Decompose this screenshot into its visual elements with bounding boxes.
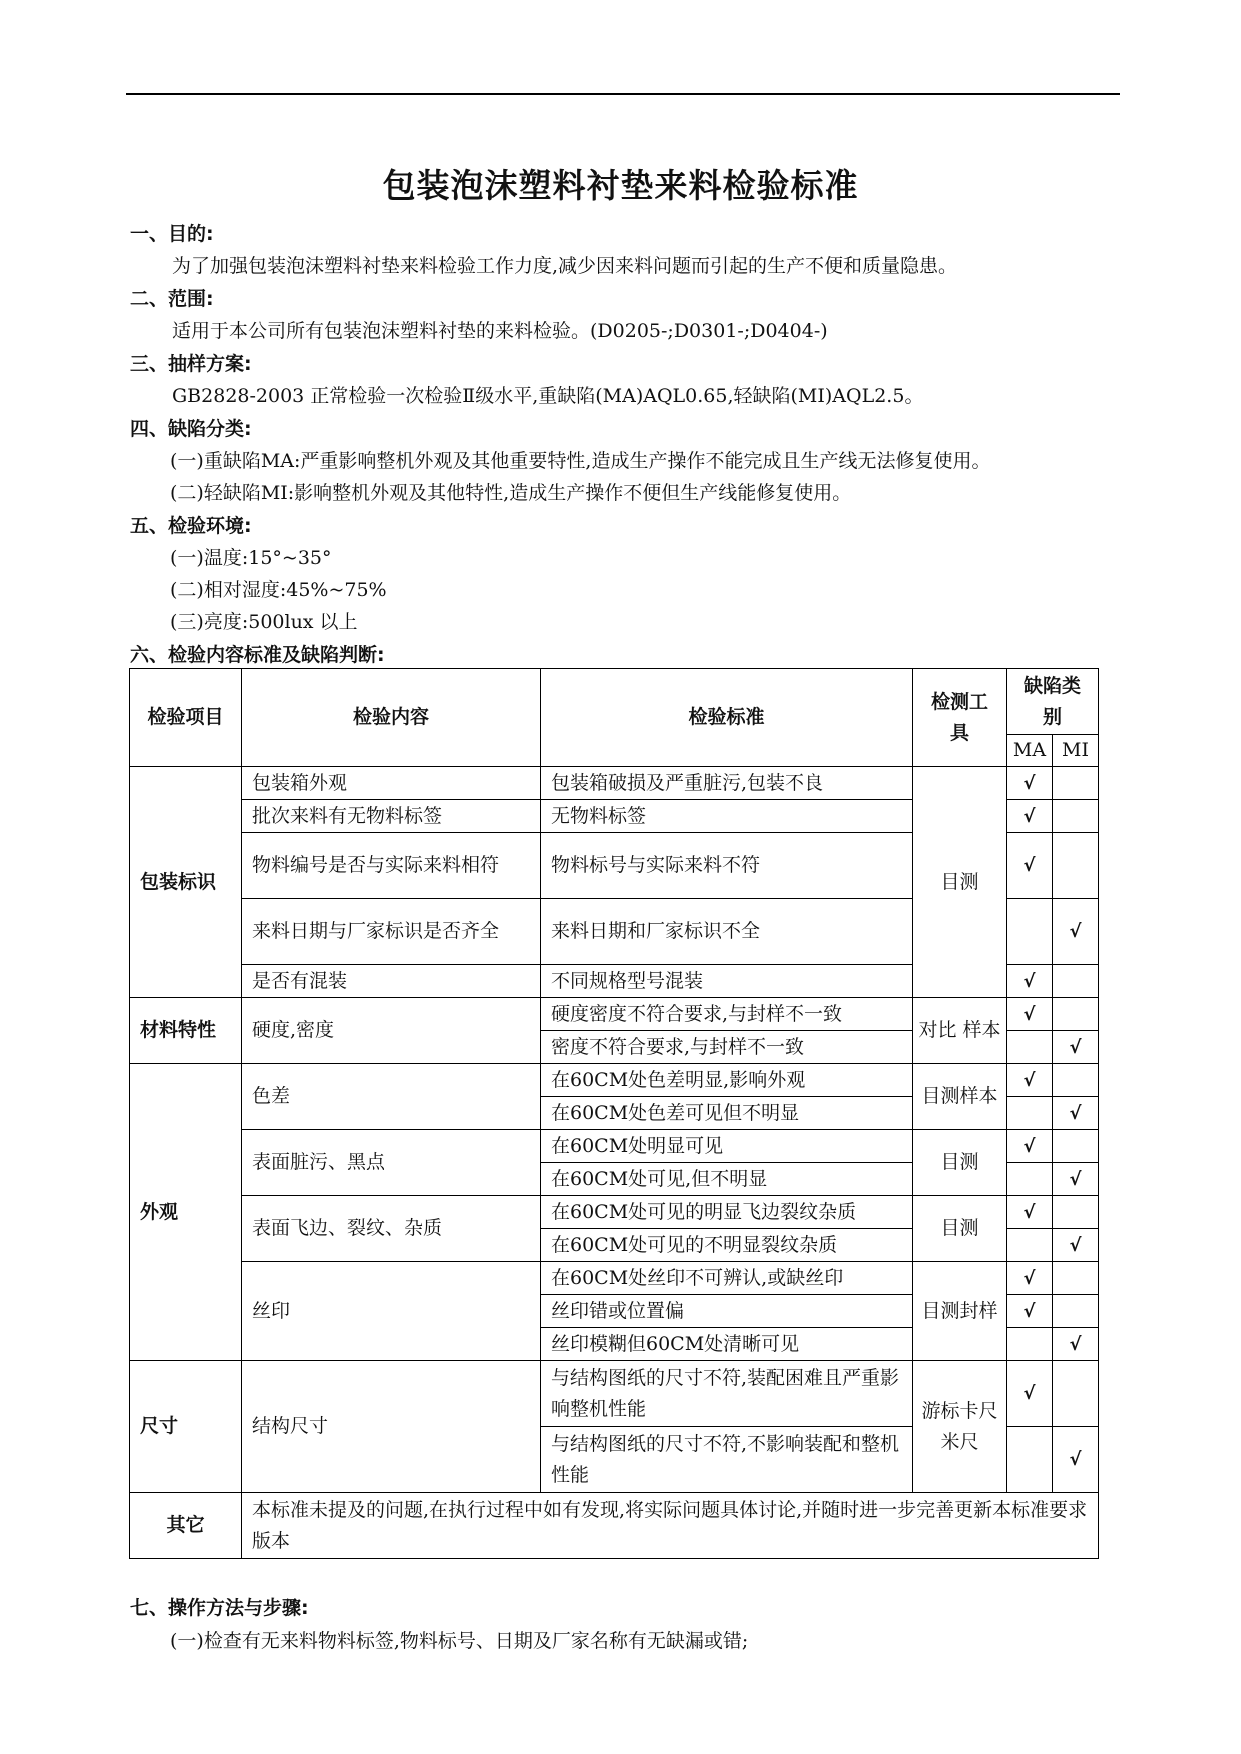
row-tool: 目测 xyxy=(913,1196,1007,1262)
mi-cell xyxy=(1053,1229,1099,1262)
row-content: 来料日期与厂家标识是否齐全 xyxy=(242,899,541,965)
ma-cell xyxy=(1007,1064,1053,1097)
section-5-item-3: (三)亮度:500lux 以上 xyxy=(170,611,358,633)
check-mark: √ xyxy=(1023,855,1036,876)
row-standard: 与结构图纸的尺寸不符,不影响装配和整机性能 xyxy=(541,1427,913,1493)
row-standard: 来料日期和厂家标识不全 xyxy=(541,899,913,965)
check-mark: √ xyxy=(1023,805,1036,827)
check-mark: √ xyxy=(1069,1168,1082,1190)
row-standard: 在60CM处丝印不可辨认,或缺丝印 xyxy=(541,1262,913,1295)
header-ma: MA xyxy=(1007,735,1053,767)
mi-cell xyxy=(1053,899,1099,965)
check-mark: √ xyxy=(1023,1069,1036,1091)
row-content: 批次来料有无物料标签 xyxy=(242,800,541,833)
mi-cell xyxy=(1053,1295,1099,1328)
check-mark: √ xyxy=(1023,970,1036,992)
ma-cell xyxy=(1007,1097,1053,1130)
mi-cell xyxy=(1053,1130,1099,1163)
header-mi: MI xyxy=(1053,735,1099,767)
ma-cell xyxy=(1007,1196,1053,1229)
section-3-heading: 三、抽样方案: xyxy=(130,353,252,375)
table-row xyxy=(130,1196,1099,1229)
ma-cell xyxy=(1007,800,1053,833)
row-standard: 硬度密度不符合要求,与封样不一致 xyxy=(541,998,913,1031)
ma-cell xyxy=(1007,965,1053,998)
row-tool xyxy=(913,1361,1007,1493)
header-tool: 检测工具 xyxy=(913,669,1007,767)
row-tool: 目测 xyxy=(913,1130,1007,1196)
check-mark: √ xyxy=(1023,1135,1036,1157)
table-row xyxy=(130,1493,1099,1559)
row-content: 结构尺寸 xyxy=(242,1361,541,1493)
category-other: 其它 xyxy=(130,1493,242,1559)
row-standard: 在60CM处可见的不明显裂纹杂质 xyxy=(541,1229,913,1262)
mi-cell xyxy=(1053,998,1099,1031)
row-content: 硬度,密度 xyxy=(242,998,541,1064)
category-dimension: 尺寸 xyxy=(130,1361,242,1493)
ma-cell xyxy=(1007,1031,1053,1064)
ma-cell xyxy=(1007,1130,1053,1163)
section-7-heading: 七、操作方法与步骤: xyxy=(130,1597,309,1619)
table-row xyxy=(130,1130,1099,1163)
check-mark: √ xyxy=(1023,1300,1036,1322)
ma-cell xyxy=(1007,1427,1053,1493)
row-standard: 物料标号与实际来料不符 xyxy=(541,833,913,899)
table-row xyxy=(130,998,1099,1031)
row-tool: 目测样本 xyxy=(913,1064,1007,1130)
other-note: 本标准未提及的问题,在执行过程中如有发现,将实际问题具体讨论,并随时进一步完善更新本标准要求版本 xyxy=(242,1493,1099,1559)
check-mark: √ xyxy=(1023,772,1036,794)
row-content: 包装箱外观 xyxy=(242,767,541,800)
table-row xyxy=(130,1262,1099,1295)
tool-caliper: 游标卡尺 xyxy=(921,1399,998,1422)
mi-cell xyxy=(1053,1427,1099,1493)
row-content: 丝印 xyxy=(242,1262,541,1361)
row-standard: 丝印错或位置偏 xyxy=(541,1295,913,1328)
check-mark: √ xyxy=(1069,1333,1082,1355)
header-item: 检验项目 xyxy=(130,669,242,767)
section-1-text: 为了加强包装泡沫塑料衬垫来料检验工作力度,减少因来料问题而引起的生产不便和质量隐患。 xyxy=(172,255,958,277)
row-standard: 不同规格型号混装 xyxy=(541,965,913,998)
check-mark: √ xyxy=(1069,921,1082,942)
ma-cell xyxy=(1007,1361,1053,1427)
check-mark: √ xyxy=(1069,1234,1082,1256)
section-1-heading: 一、目的: xyxy=(130,223,214,245)
header-defect-category: 缺陷类别 xyxy=(1007,669,1099,735)
mi-cell xyxy=(1053,1328,1099,1361)
row-standard: 包装箱破损及严重脏污,包装不良 xyxy=(541,767,913,800)
category-packaging-label: 包装标识 xyxy=(130,767,242,998)
category-material: 材料特性 xyxy=(130,998,242,1064)
category-appearance: 外观 xyxy=(130,1064,242,1361)
row-standard: 密度不符合要求,与封样不一致 xyxy=(541,1031,913,1064)
section-5-heading: 五、检验环境: xyxy=(130,515,252,537)
row-standard: 在60CM处可见,但不明显 xyxy=(541,1163,913,1196)
section-4-item-1: (一)重缺陷MA:严重影响整机外观及其他重要特性,造成生产操作不能完成且生产线无法修复使用。 xyxy=(170,450,991,472)
header-standard: 检验标准 xyxy=(541,669,913,767)
section-7-item-1: (一)检查有无来料物料标签,物料标号、日期及厂家名称有无缺漏或错; xyxy=(170,1630,749,1652)
row-content: 物料编号是否与实际来料相符 xyxy=(242,833,541,899)
mi-cell xyxy=(1053,1031,1099,1064)
mi-cell xyxy=(1053,1064,1099,1097)
row-standard: 在60CM处色差可见但不明显 xyxy=(541,1097,913,1130)
document-title: 包装泡沫塑料衬垫来料检验标准 xyxy=(382,166,859,205)
section-4-heading: 四、缺陷分类: xyxy=(130,418,252,440)
ma-cell xyxy=(1007,1328,1053,1361)
check-mark: √ xyxy=(1069,1449,1082,1470)
mi-cell xyxy=(1053,965,1099,998)
row-content: 表面脏污、黑点 xyxy=(242,1130,541,1196)
check-mark: √ xyxy=(1069,1036,1082,1058)
section-3-text: GB2828-2003 正常检验一次检验Ⅱ级水平,重缺陷(MA)AQL0.65,轻缺陷(MI)AQL2.5。 xyxy=(172,385,924,407)
check-mark: √ xyxy=(1023,1003,1036,1025)
row-standard: 与结构图纸的尺寸不符,装配困难且严重影响整机性能 xyxy=(541,1361,913,1427)
ma-cell xyxy=(1007,1262,1053,1295)
ma-cell xyxy=(1007,899,1053,965)
ma-cell xyxy=(1007,998,1053,1031)
section-4-item-2: (二)轻缺陷MI:影响整机外观及其他特性,造成生产操作不便但生产线能修复使用。 xyxy=(170,482,852,504)
mi-cell xyxy=(1053,767,1099,800)
row-standard: 在60CM处可见的明显飞边裂纹杂质 xyxy=(541,1196,913,1229)
mi-cell xyxy=(1053,1361,1099,1427)
header-content: 检验内容 xyxy=(242,669,541,767)
section-5-item-2: (二)相对湿度:45%~75% xyxy=(170,579,387,601)
mi-cell xyxy=(1053,1196,1099,1229)
row-standard: 在60CM处色差明显,影响外观 xyxy=(541,1064,913,1097)
row-content: 表面飞边、裂纹、杂质 xyxy=(242,1196,541,1262)
row-tool: 目测 xyxy=(913,767,1007,998)
row-standard: 丝印模糊但60CM处清晰可见 xyxy=(541,1328,913,1361)
ma-cell xyxy=(1007,1295,1053,1328)
section-5-item-1: (一)温度:15°~35° xyxy=(170,547,332,569)
mi-cell xyxy=(1053,800,1099,833)
check-mark: √ xyxy=(1023,1383,1036,1404)
mi-cell xyxy=(1053,1097,1099,1130)
section-2-heading: 二、范围: xyxy=(130,288,214,310)
check-mark: √ xyxy=(1023,1267,1036,1289)
row-standard: 在60CM处明显可见 xyxy=(541,1130,913,1163)
ma-cell xyxy=(1007,1163,1053,1196)
section-6-heading: 六、检验内容标准及缺陷判断: xyxy=(130,644,385,666)
mi-cell xyxy=(1053,1262,1099,1295)
row-tool: 对比 样本 xyxy=(913,998,1007,1064)
row-content: 色差 xyxy=(242,1064,541,1130)
check-mark: √ xyxy=(1069,1102,1082,1124)
inspection-standard-table xyxy=(129,668,1099,1559)
mi-cell xyxy=(1053,1163,1099,1196)
table-row xyxy=(130,1361,1099,1427)
table-row xyxy=(130,767,1099,800)
check-mark: √ xyxy=(1023,1201,1036,1223)
ma-cell xyxy=(1007,1229,1053,1262)
table-header-row xyxy=(130,669,1099,735)
row-standard: 无物料标签 xyxy=(541,800,913,833)
row-content: 是否有混装 xyxy=(242,965,541,998)
ma-cell xyxy=(1007,833,1053,899)
header-rule xyxy=(126,93,1120,95)
section-2-text: 适用于本公司所有包装泡沫塑料衬垫的来料检验。(D0205-;D0301-;D0404-) xyxy=(172,320,828,342)
mi-cell xyxy=(1053,833,1099,899)
table-row xyxy=(130,1064,1099,1097)
row-tool: 目测封样 xyxy=(913,1262,1007,1361)
tool-ruler: 米尺 xyxy=(940,1430,979,1453)
ma-cell xyxy=(1007,767,1053,800)
